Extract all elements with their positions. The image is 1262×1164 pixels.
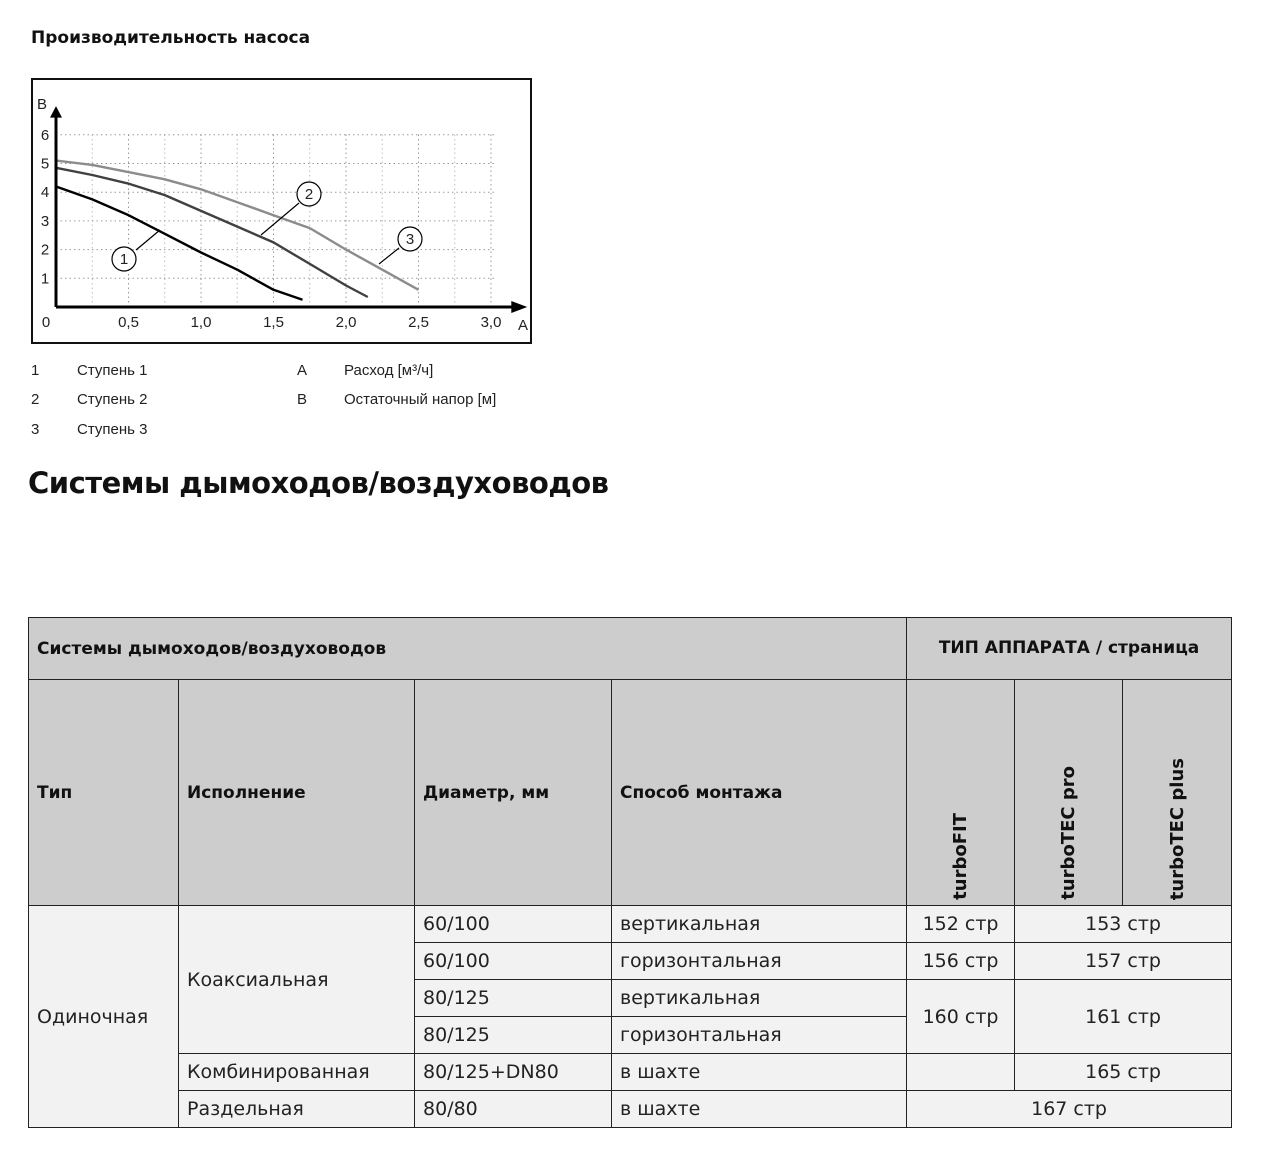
cell-page-turbotec: 161 стр [1015, 980, 1232, 1054]
legend-label-b: Остаточный напор [м] [344, 391, 497, 408]
cell-mounting: горизонтальная [612, 1017, 907, 1054]
column-header-row [29, 680, 1232, 906]
pump-chart-svg [33, 80, 530, 342]
cell-diameter: 80/80 [415, 1091, 612, 1128]
cell-diameter: 60/100 [415, 906, 612, 943]
y-tick-label: 2 [40, 241, 50, 259]
x-tick-label: 2,0 [335, 314, 357, 331]
cell-page-all-devices: 167 стр [907, 1091, 1232, 1128]
legend-num-2: 2 [31, 391, 40, 408]
legend-num-a: A [297, 362, 308, 379]
cell-diameter: 80/125 [415, 980, 612, 1017]
cell-diameter: 80/125+DN80 [415, 1054, 612, 1091]
legend-label-a: Расход [м³/ч] [344, 362, 434, 379]
flue-systems-table [28, 617, 1232, 1128]
cell-page-turbofit: 152 стр [907, 906, 1015, 943]
curve-stage-2 [56, 168, 368, 297]
legend-num-1: 1 [31, 362, 40, 379]
table-title-row [29, 618, 1232, 680]
device-turbotec-plus-label: turboTEC plus [1166, 757, 1188, 900]
col-header-turbofit [907, 680, 1015, 906]
legend-label-2: Ступень 2 [77, 391, 148, 408]
x-tick-label: 0,5 [118, 314, 139, 331]
y-tick-label: 3 [40, 212, 50, 230]
cell-page-turbotec: 153 стр [1015, 906, 1232, 943]
x-tick-label: 1,0 [190, 314, 212, 331]
table-title: Системы дымоходов/воздуховодов [29, 618, 907, 680]
cell-version-combined: Комбинированная [179, 1054, 415, 1091]
curve-stage-1 [56, 187, 303, 300]
table-row [29, 906, 1232, 943]
cell-page-turbotec: 165 стр [1015, 1054, 1232, 1091]
x-axis-label: A [517, 317, 529, 334]
cell-page-turbofit: 160 стр [907, 980, 1015, 1054]
x-axis-arrow [511, 301, 527, 313]
x-tick-label: 2,5 [408, 314, 429, 331]
y-tick-label: 1 [40, 270, 50, 288]
callout-label-1: 1 [119, 251, 129, 268]
cell-mounting: в шахте [612, 1091, 907, 1128]
y-tick-label: 4 [40, 184, 50, 202]
legend-num-b: B [297, 391, 308, 408]
cell-page-turbofit: 156 стр [907, 943, 1015, 980]
col-header-mounting: Способ монтажа [612, 680, 907, 906]
pump-chart [31, 78, 532, 344]
col-header-type: Тип [29, 680, 179, 906]
callout-leader-2 [261, 203, 299, 235]
callout-leader-1 [136, 230, 160, 250]
y-tick-label: 5 [40, 155, 50, 173]
cell-page-turbotec: 157 стр [1015, 943, 1232, 980]
legend-label-3: Ступень 3 [77, 421, 148, 438]
cell-version-coaxial: Коаксиальная [179, 906, 415, 1054]
y-axis-arrow [50, 106, 62, 117]
device-turbofit-label: turboFIT [950, 813, 972, 900]
y-tick-label: 6 [40, 126, 50, 144]
table-row [29, 1054, 1232, 1091]
x-tick-label: 1,5 [263, 314, 284, 331]
x-tick-label: 0 [41, 314, 51, 331]
cell-mounting: в шахте [612, 1054, 907, 1091]
col-header-turbotec-plus [1123, 680, 1232, 906]
legend-label-1: Ступень 1 [77, 362, 148, 379]
x-tick-label: 3,0 [480, 314, 502, 331]
table-row [29, 1091, 1232, 1128]
chart-legend [31, 362, 531, 452]
device-turbotec-pro-label: turboTEC pro [1058, 766, 1080, 900]
cell-type-single: Одиночная [29, 906, 179, 1128]
cell-version-separate: Раздельная [179, 1091, 415, 1128]
section-title: Системы дымоходов/воздуховодов [28, 466, 609, 500]
cell-mounting: горизонтальная [612, 943, 907, 980]
cell-page-turbofit [907, 1054, 1015, 1091]
cell-mounting: вертикальная [612, 906, 907, 943]
callout-label-3: 3 [405, 231, 415, 248]
pump-performance-title: Производительность насоса [31, 28, 311, 48]
col-header-diameter: Диаметр, мм [415, 680, 612, 906]
col-header-turbotec-pro [1015, 680, 1123, 906]
y-axis-label: B [36, 96, 48, 113]
callout-label-2: 2 [304, 186, 314, 203]
legend-num-3: 3 [31, 421, 40, 438]
cell-diameter: 80/125 [415, 1017, 612, 1054]
cell-mounting: вертикальная [612, 980, 907, 1017]
cell-diameter: 60/100 [415, 943, 612, 980]
device-type-header: ТИП АППАРАТА / страница [907, 618, 1232, 680]
col-header-version: Исполнение [179, 680, 415, 906]
